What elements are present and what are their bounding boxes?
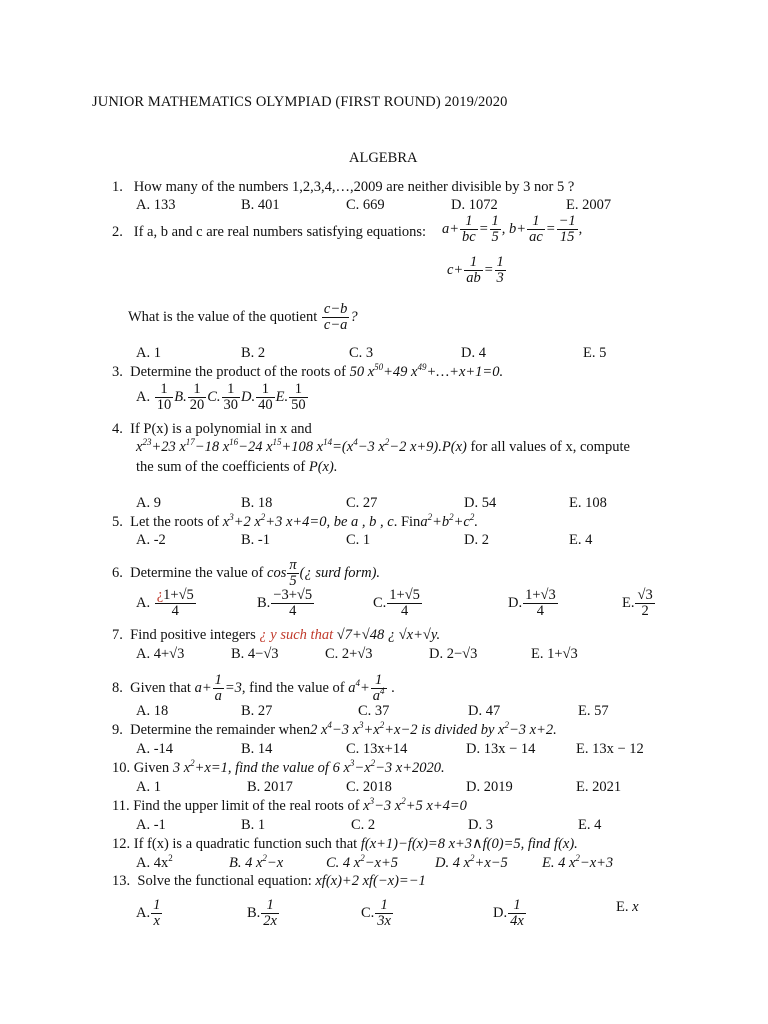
equation-3: c+ $\frac{1}{ab}$ = $\frac{1}{3}$: [447, 254, 504, 286]
question-8: 8. Given that a+ $\frac{1}{a}$ =3, find the value of $a^4+$ $\frac{1}{a^4}$ .: [112, 672, 395, 704]
option-d: D. 2−√3: [429, 646, 478, 662]
quotient-line: What is the value of the quotient $\frac{c-b}{c-a}$ ?: [128, 301, 358, 333]
option-d: D. 4 $x^2+x-5$: [435, 853, 508, 871]
option-c: C. 2+√3: [325, 646, 373, 662]
option-a: A. -14: [136, 741, 174, 757]
option-a: A. -2: [136, 532, 166, 548]
option-d: D. $\frac{1}{4x}$: [493, 897, 524, 929]
option-a: A. 9: [136, 495, 161, 511]
option-e: E. 1+√3: [531, 646, 578, 662]
option-c: C. 3: [349, 345, 374, 361]
option-a: A. 1: [136, 779, 161, 795]
question-9: 9. Determine the remainder when2 $x^4-3$ $x^3+x^2+x-2$ is divided by $x^2-3$ x+2.: [112, 720, 557, 738]
option-a: A. -1: [136, 817, 166, 833]
option-e: E. 108: [569, 495, 607, 511]
question-4-equation: $x^{23}+23$ $x^{17}-18$ $x^{16}-24$ $x^{15}+108$ $x^{14}=(x^4-3$ $x^2-2$ x+9).P(x) for all values of x, compute: [136, 437, 630, 455]
option-d: D. 47: [468, 703, 501, 719]
option-d: D. $\frac{1+√3}{4}$: [508, 587, 556, 619]
question-1: [112, 178, 574, 196]
question-4: 4. If P(x) is a polynomial in x and: [112, 421, 312, 437]
question-2: [112, 223, 426, 241]
question-3: 3. Determine the product of the roots of 50 $x^{50}+49$ $x^{49}+\dots+x+1=0$.: [112, 362, 504, 380]
option-a: A. 4+√3: [136, 646, 185, 662]
option-c: C. 2: [351, 817, 376, 833]
option-b: B. 2017: [247, 779, 293, 795]
question-11: 11. Find the upper limit of the real roots of $x^3-3$ $x^2+5$ x+4=0: [112, 796, 467, 814]
section-heading: ALGEBRA: [349, 150, 418, 166]
option-a: A. 1: [136, 345, 161, 361]
option-e: E. 13x − 12: [576, 741, 644, 757]
document-title: JUNIOR MATHEMATICS OLYMPIAD (FIRST ROUND) 2019/2020: [92, 94, 508, 110]
option-c: C. 27: [346, 495, 378, 511]
option-e: E. 4: [578, 817, 602, 833]
option-c: C. 4 $x^2-x+5$: [326, 853, 398, 871]
option-d: D. 2: [464, 532, 489, 548]
option-e: E. 2021: [576, 779, 622, 795]
option-c: C. 37: [358, 703, 390, 719]
option-a: A. $\frac{¿1+√5}{4}$: [136, 587, 194, 619]
option-e: E. 57: [578, 703, 609, 719]
option-c: C. $\frac{1}{3x}$: [361, 897, 391, 929]
option-e: E. 4: [569, 532, 593, 548]
option-b: B. 4 $x^2-x$: [229, 853, 284, 871]
option-b: B. 18: [241, 495, 273, 511]
question-4-line3: the sum of the coefficients of P(x).: [136, 459, 338, 475]
question-7: 7. Find positive integers ¿ y such that √7+√48 ¿ √x+√y.: [112, 627, 441, 643]
option-c: C. $\frac{1+√5}{4}$: [373, 587, 420, 619]
option-e: E. 5: [583, 345, 607, 361]
option-a: A. 133: [136, 197, 176, 213]
question-13: 13. Solve the functional equation: xf(x)+2 xf(−x)=−1: [112, 873, 426, 889]
equation-1: a+ $\frac{1}{bc}$ = $\frac{1}{5}$ , b+ $\frac{1}{ac}$ = $\frac{-1}{15}$ ,: [442, 213, 583, 245]
option-d: D. 1072: [451, 197, 498, 213]
option-c: C. 13x+14: [346, 741, 408, 757]
option-e: E. $\frac{√3}{2}$: [622, 587, 653, 619]
option-e: E. x: [616, 899, 639, 915]
option-c: C. 2018: [346, 779, 392, 795]
option-d: D. 54: [464, 495, 497, 511]
option-a: A. 18: [136, 703, 169, 719]
options-row: A. $\frac{1}{10}$ B. $\frac{1}{20}$ C. $\frac{1}{30}$ D. $\frac{1}{40}$ E. $\frac{1}{50}$: [136, 381, 306, 413]
question-5: 5. Let the roots of $x^3+2$ $x^2+3$ x+4=0, be a , b , c. $Fina^2+b^2+c^2$.: [112, 512, 478, 530]
question-text: If a, b and c are real numbers satisfying equations:: [133, 224, 427, 240]
question-text: How many of the numbers 1,2,3,4,…,2009 are neither divisible by 3 nor 5 ?: [133, 179, 575, 195]
option-b: B. -1: [241, 532, 270, 548]
option-b: B. 14: [241, 741, 273, 757]
option-c: C. 669: [346, 197, 385, 213]
question-6: 6. Determine the value of cos $\frac{\pi}{5}$ (¿ surd form).: [112, 557, 381, 589]
option-a: A. $4x^2$: [136, 853, 173, 871]
option-b: B. 401: [241, 197, 280, 213]
option-d: D. 2019: [466, 779, 513, 795]
option-b: B. 2: [241, 345, 266, 361]
question-number: 1.: [112, 179, 123, 195]
question-12: 12. If f(x) is a quadratic function such that f(x+1)−f(x)=8 x+3∧f(0)=5, find f(x).: [112, 836, 578, 852]
option-b: B. 4−√3: [231, 646, 279, 662]
option-b: B. 1: [241, 817, 266, 833]
option-d: D. 3: [468, 817, 493, 833]
option-c: C. 1: [346, 532, 371, 548]
option-a: A. $\frac{1}{x}$: [136, 897, 161, 929]
question-10: 10. Given 3 $x^2+x=1$, find the value of 6 $x^3-x^2-3$ x+2020.: [112, 758, 445, 776]
option-e: E. 4 $x^2-x+3$: [542, 853, 614, 871]
question-number: 2.: [112, 224, 123, 240]
option-b: B. $\frac{-3+√5}{4}$: [257, 587, 313, 619]
option-b: B. 27: [241, 703, 273, 719]
option-d: D. 4: [461, 345, 486, 361]
option-b: B. $\frac{1}{2x}$: [247, 897, 277, 929]
option-e: E. 2007: [566, 197, 612, 213]
option-d: D. 13x − 14: [466, 741, 536, 757]
